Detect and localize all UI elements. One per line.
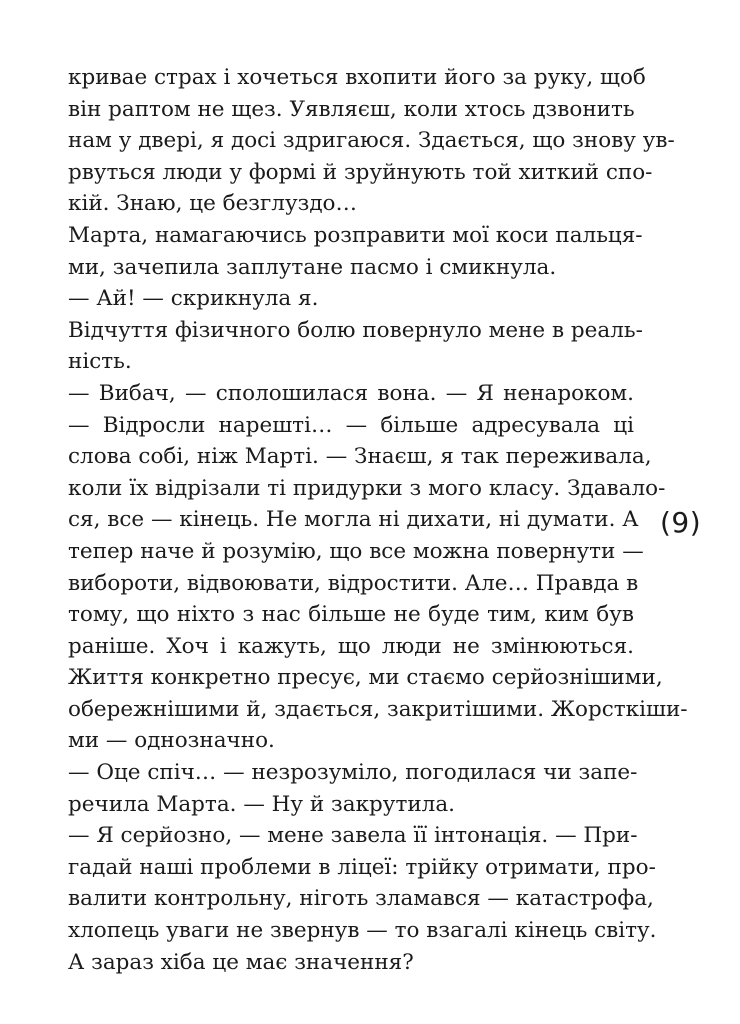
- text-line: він раптом не щез. Уявляєш, коли хтось дзвонить: [68, 96, 635, 122]
- text-line: — Оце спіч… — незрозуміло, погодилася чи запе-: [68, 760, 638, 786]
- text-line: ми, зачепила заплутане пасмо і смикнула.: [68, 254, 557, 280]
- text-line: — Відросли нарешті… — більше адресувала ці: [68, 412, 634, 438]
- text-line: — Я серйозно, — мене завела її інтонація. — При-: [68, 823, 638, 849]
- text-line: валити контрольну, ніготь зламався — катастрофа,: [68, 886, 654, 912]
- text-line: Марта, намагаючись розправити мої коси пальця-: [68, 222, 643, 248]
- text-line: ми — однозначно.: [68, 728, 275, 754]
- text-line: Відчуття фізичного болю повернуло мене в реаль-: [68, 317, 643, 343]
- text-line: речила Марта. — Ну й закрутила.: [68, 791, 455, 817]
- body-text: [68, 62, 688, 978]
- text-line: Життя конкретно пресує, ми стаємо серйознішими,: [68, 665, 663, 691]
- text-line: вибороти, відвоювати, відростити. Але… Правда в: [68, 570, 639, 596]
- text-line: гадай наші проблеми в ліцеї: трійку отримати, про-: [68, 854, 656, 880]
- text-line: хлопець уваги не звернув — то взагалі кінець світу.: [68, 918, 657, 944]
- text-line: рвуться люди у формі й зруйнують той хиткий спо-: [68, 159, 653, 185]
- text-line: кривае страх і хочеться вхопити його за руку, щоб: [68, 65, 646, 90]
- text-line: коли їх відрізали ті придурки з мого класу. Здавало-: [68, 475, 666, 501]
- text-line: обережнішими й, здається, закритішими. Жорсткіши-: [68, 696, 688, 722]
- text-line: А зараз хіба це має значення?: [68, 949, 414, 975]
- text-line: тому, що ніхто з нас більше не буде тим, ким був: [68, 602, 634, 628]
- text-line: кій. Знаю, це безглуздо…: [68, 191, 358, 217]
- text-line: — Вибач, — сполошилася вона. — Я ненароком.: [68, 380, 634, 406]
- text-line: ся, все — кінець. Не могла ні дихати, ні думати. А: [68, 507, 639, 533]
- page-number: (9): [660, 506, 702, 539]
- text-line: нам у двері, я досі здригаюся. Здається, що знову ув-: [68, 128, 675, 154]
- text-line: раніше. Хоч і кажуть, що люди не змінюються.: [68, 633, 634, 659]
- text-line: ність.: [68, 349, 132, 375]
- text-line: — Ай! — скрикнула я.: [68, 286, 319, 312]
- text-line: тепер наче й розумію, що все можна повернути —: [68, 538, 644, 564]
- text-line: слова собі, ніж Марті. — Знаєш, я так переживала,: [68, 444, 652, 470]
